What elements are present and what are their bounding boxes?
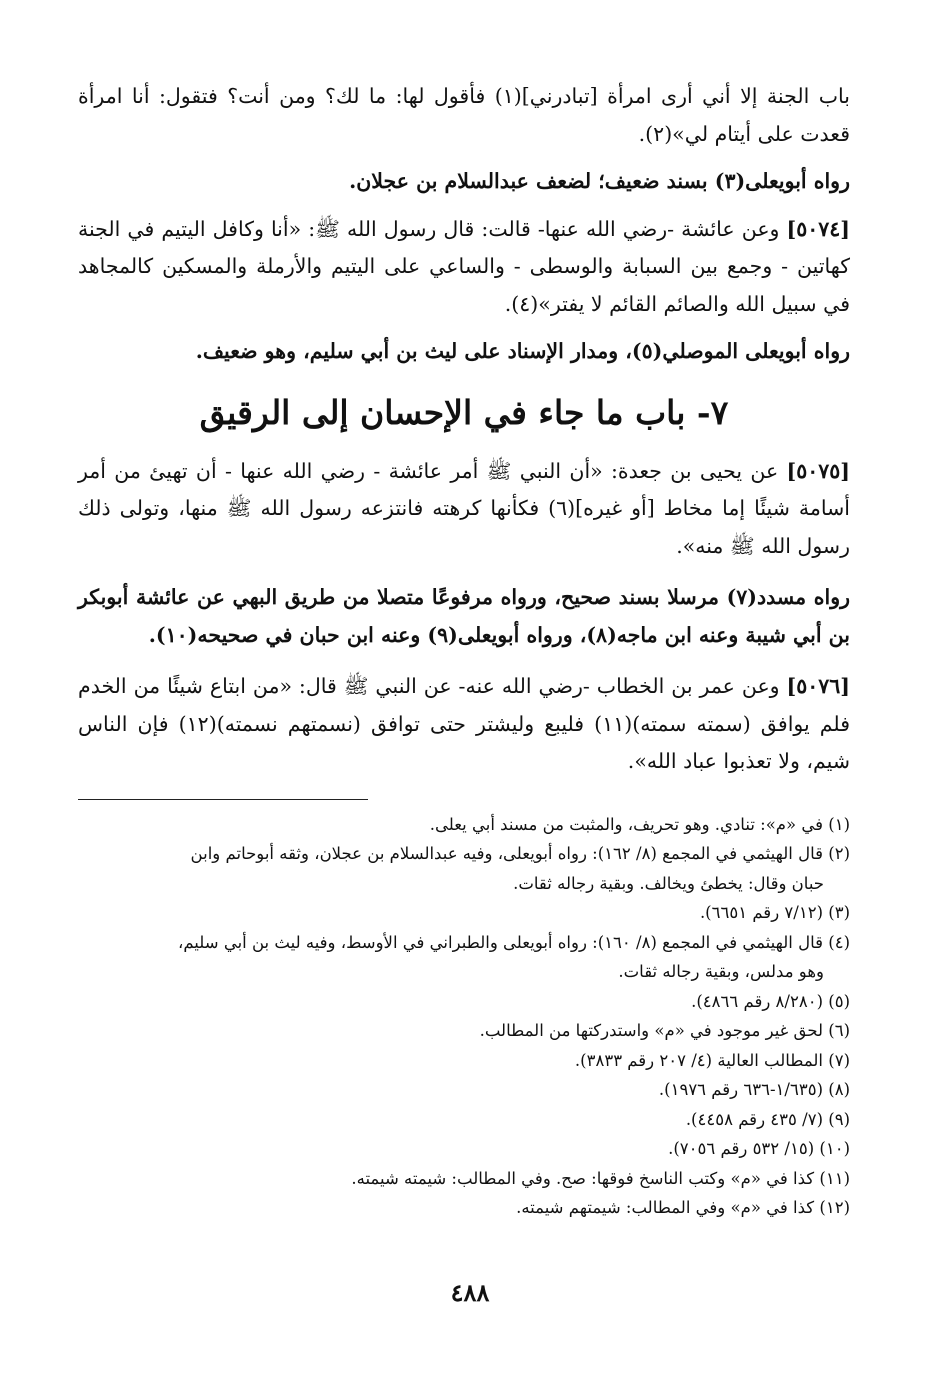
chapter-heading: ٧- باب ما جاء في الإحسان إلى الرقيق	[199, 392, 729, 432]
footnote-text: (١) في «م»: تنادي. وهو تحريف، والمثبت من مسند أبي يعلى.	[429, 814, 850, 834]
footnote-11	[78, 1164, 850, 1194]
footnote-1	[78, 810, 850, 840]
footnote-7	[78, 1046, 850, 1076]
footnote-text: (٢) قال الهيثمي في المجمع (٨/ ١٦٢): رواه أبويعلى، وفيه عبدالسلام بن عجلان، وثقه أبوحاتم وابن	[190, 844, 850, 863]
hadith-text: عن يحيى بن جعدة: «أن النبي ﷺ أمر عائشة - رضي الله عنها - أن تهيئ من أمر أسامة شيئًا إما مخاط [أو غيره](٦) فكأنها كرهته فانتزعه رسول الله ﷺ منها، وتولى ذلك رسول الله ﷺ منه».	[78, 458, 850, 558]
footnote-separator-wrap	[78, 781, 850, 810]
footnote-6	[78, 1016, 850, 1046]
footnote-text: (٤) قال الهيثمي في المجمع (٨/ ١٦٠): رواه أبويعلى والطبراني في الأوسط، وفيه ليث بن أبي سليم،	[178, 932, 850, 952]
paragraph-continuation: باب الجنة إلا أني أرى امرأة [تبادرني](١) فأقول لها: ما لك؟ ومن أنت؟ فتقول: أنا امرأة قعدت على أيتام لي»(٢).	[78, 84, 850, 146]
hadith-text: وعن عمر بن الخطاب -رضي الله عنه- عن النبي ﷺ قال: «من ابتاع شيئًا من الخدم فلم يوافق (سمته سمته)(١١) فليبع وليشتر حتى توافق (نسمتهم نسمته)(١٢) فإن الناس شيم، ولا تعذبوا عباد الله».	[78, 674, 850, 773]
book-page	[78, 78, 850, 1318]
footnote-continuation: وهو مدلس، وبقية رجاله ثقات.	[618, 962, 824, 981]
footnote-4	[78, 928, 850, 987]
footnote-10	[78, 1134, 850, 1164]
footnote-text: (٩) (٧/ ٤٣٥ رقم ٤٤٥٨).	[685, 1109, 850, 1129]
footnote-12	[78, 1193, 850, 1223]
footnote-text: (٣) (٧/١٢ رقم ٦٦٥١).	[699, 903, 850, 922]
hadith-number: [٥٠٧٥]	[786, 458, 850, 483]
footnote-text: (٧) المطالب العالية (٤/ ٢٠٧ رقم ٣٨٣٣).	[574, 1050, 850, 1070]
paragraph-narration-5075: رواه مسدد(٧) مرسلا بسند صحيح، ورواه مرفوعًا متصلا من طريق البهي عن عائشة أبوبكر بن أبي شيبة وعنه ابن ماجه(٨)، ورواه أبويعلى(٩) وعنه ابن حبان في صحيحه(١٠).	[78, 585, 850, 647]
footnote-2	[78, 839, 850, 898]
footnote-9	[78, 1105, 850, 1135]
footnote-text: (٨) (١/٦٣٥-٦٣٦ رقم ١٩٧٦).	[658, 1080, 850, 1099]
footnote-text: (٥) (٨/٢٨٠ رقم ٤٨٦٦).	[691, 991, 850, 1011]
footnote-8	[78, 1075, 850, 1105]
hadith-number: [٥٠٧٤]	[786, 216, 850, 241]
footnote-5	[78, 987, 850, 1017]
footnote-text: (٦) لحق غير موجود في «م» واستدركتها من المطالب.	[479, 1021, 850, 1040]
hadith-text: وعن عائشة -رضي الله عنها- قالت: قال رسول الله ﷺ: «أنا وكافل اليتيم في الجنة كهاتين - وجمع بين السبابة والوسطى - والساعي على اليتيم والأرملة والمسكين كالمجاهد في سبيل الله والصائم القائم لا يفتر»(٤).	[78, 216, 850, 316]
footnote-text: (١٢) كذا في «م» وفي المطالب: شيمتهم شيمته.	[516, 1198, 850, 1217]
page-number: ٤٨٨	[450, 1278, 490, 1307]
footnote-text: (١١) كذا في «م» وكتب الناسخ فوقها: صح. وفي المطالب: شيمته شيمته.	[351, 1168, 850, 1188]
paragraph-narration-5073: رواه أبويعلى(٣) بسند ضعيف؛ لضعف عبدالسلام بن عجلان.	[349, 169, 850, 193]
footnote-text: (١٠) (١٥/ ٥٣٢ رقم ٧٠٥٦).	[668, 1139, 850, 1158]
footnote-continuation: حبان وقال: يخطئ ويخالف. وبقية رجاله ثقات.	[513, 873, 824, 893]
paragraph-hadith-5076	[78, 668, 850, 781]
paragraph-hadith-5074	[78, 211, 850, 324]
hadith-number: [٥٠٧٦]	[786, 674, 850, 698]
footnote-3	[78, 898, 850, 928]
footnotes	[78, 810, 850, 1223]
footnote-separator	[78, 799, 368, 800]
paragraph-hadith-5075	[78, 453, 850, 566]
paragraph-narration-5074: رواه أبويعلى الموصلي(٥)، ومدار الإسناد على ليث بن أبي سليم، وهو ضعيف.	[195, 339, 850, 363]
